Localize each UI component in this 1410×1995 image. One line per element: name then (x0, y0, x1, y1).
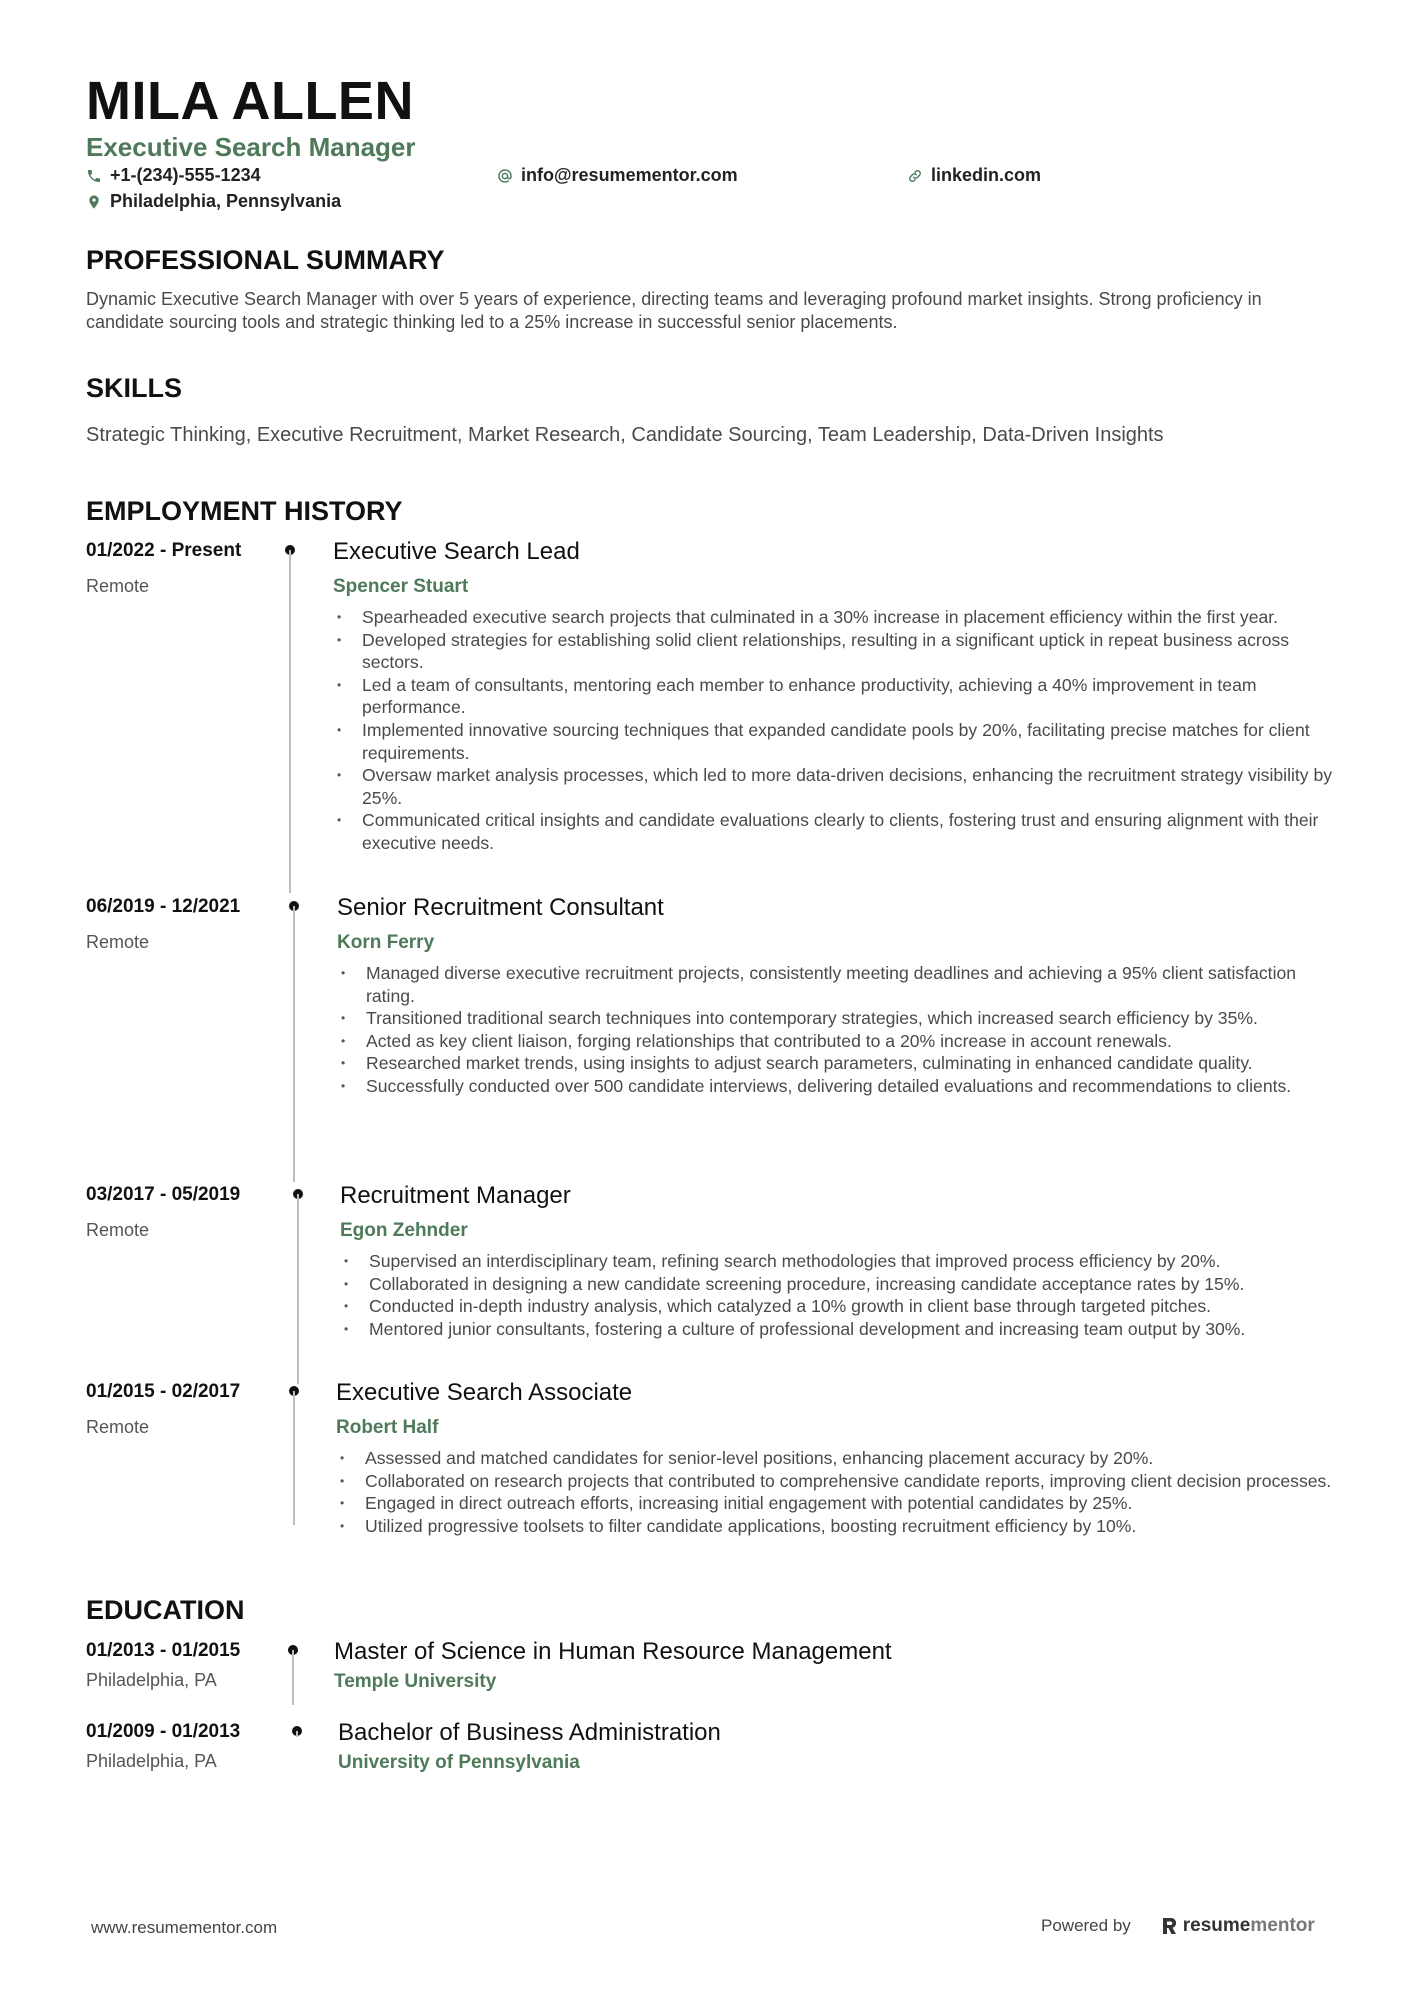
brand-part-two: mentor (1250, 1915, 1315, 1936)
job-bullet: • Transitioned traditional search techniques into contemporary strategies, which increased search efficiency by 35%. (337, 1007, 1337, 1030)
candidate-name: MILA ALLEN (86, 71, 414, 131)
contact-linkedin[interactable] (907, 165, 1041, 186)
job-bullet: • Spearheaded executive search projects that culminated in a 30% increase in placement efficiency within the first year. (333, 606, 1333, 629)
job-location: Remote (86, 576, 150, 596)
job-bullet: • Assessed and matched candidates for senior-level positions, enhancing placement accuracy by 20%. (336, 1447, 1336, 1470)
timeline-line (289, 550, 291, 893)
job-company: Spencer Stuart (333, 576, 469, 597)
contact-email[interactable] (497, 165, 738, 186)
job-role: Executive Search Lead (333, 538, 580, 565)
skills-heading: SKILLS (86, 373, 183, 403)
brand-part-one: resume (1182, 1915, 1251, 1936)
job-bullet: • Collaborated in designing a new candidate screening procedure, increasing candidate acceptance rates by 15%. (340, 1273, 1340, 1296)
timeline-line (296, 1731, 298, 1737)
education-heading: EDUCATION (86, 1595, 245, 1625)
job-bullets (337, 962, 1337, 1098)
job-bullet: • Acted as key client liaison, forging relationships that contributed to a 20% increase in account renewals. (337, 1030, 1337, 1053)
timeline-line (293, 1391, 295, 1525)
job-bullet: • Collaborated on research projects that contributed to comprehensive candidate reports, improving client decision processes. (336, 1470, 1336, 1493)
job-bullet: • Implemented innovative sourcing techniques that expanded candidate pools by 20%, facilitating precise matches for client requirements. (333, 719, 1333, 764)
link-icon (907, 168, 923, 184)
phone-text: +1-(234)-555-1234 (110, 165, 261, 185)
job-bullet: • Researched market trends, using insights to adjust search parameters, culminating in enhanced candidate quality. (337, 1052, 1337, 1075)
job-bullet: • Mentored junior consultants, fostering a culture of professional development and increasing team output by 30%. (340, 1318, 1340, 1341)
education-dates: 01/2013 - 01/2015 (86, 1640, 241, 1661)
timeline-line (297, 1194, 299, 1384)
job-company: Robert Half (336, 1417, 439, 1438)
education-school: University of Pennsylvania (338, 1752, 580, 1773)
contact-phone (86, 165, 261, 186)
job-bullet: • Communicated critical insights and candidate evaluations clearly to clients, fostering trust and ensuring alignment with their executive needs. (333, 809, 1333, 854)
timeline-line (292, 1650, 294, 1705)
job-bullet: • Oversaw market analysis processes, which led to more data-driven decisions, enhancing the recruitment strategy visibility by 25%. (333, 764, 1333, 809)
job-role: Executive Search Associate (336, 1379, 633, 1406)
job-dates: 01/2022 - Present (86, 540, 242, 561)
employment-heading: EMPLOYMENT HISTORY (86, 496, 403, 526)
education-dates: 01/2009 - 01/2013 (86, 1721, 241, 1742)
linkedin-text: linkedin.com (931, 165, 1042, 185)
job-company: Korn Ferry (337, 932, 435, 953)
candidate-title: Executive Search Manager (86, 132, 416, 162)
timeline-line (293, 906, 295, 1182)
summary-heading: PROFESSIONAL SUMMARY (86, 245, 445, 275)
brand-logo[interactable] (1161, 1915, 1315, 1937)
footer-website[interactable]: www.resumementor.com (91, 1918, 278, 1937)
education-location: Philadelphia, PA (86, 1670, 217, 1690)
job-bullets (340, 1250, 1340, 1340)
job-dates: 03/2017 - 05/2019 (86, 1184, 241, 1205)
email-text: info@resumementor.com (521, 165, 738, 185)
job-location: Remote (86, 1417, 150, 1437)
job-bullet: • Successfully conducted over 500 candidate interviews, delivering detailed evaluations and recommendations to clients. (337, 1075, 1337, 1098)
education-degree: Master of Science in Human Resource Management (334, 1638, 892, 1665)
contact-location (86, 191, 341, 212)
job-location: Remote (86, 932, 150, 952)
job-bullet: • Conducted in-depth industry analysis, which catalyzed a 10% growth in client base through targeted pitches. (340, 1295, 1340, 1318)
job-bullets (336, 1447, 1336, 1537)
job-bullet: • Led a team of consultants, mentoring each member to enhance productivity, achieving a 40% improvement in team performance. (333, 674, 1333, 719)
job-role: Senior Recruitment Consultant (337, 894, 664, 921)
powered-by-label: Powered by (1041, 1916, 1131, 1935)
footer-powered-by (1041, 1915, 1315, 1937)
job-location: Remote (86, 1220, 150, 1240)
job-role: Recruitment Manager (340, 1182, 571, 1209)
location-text: Philadelphia, Pennsylvania (110, 191, 342, 211)
summary-text: Dynamic Executive Search Manager with over 5 years of experience, directing teams and leveraging profound market insights. Strong proficiency in candidate sourcing tools and strategic thinking led to a 25% increase in successful senior placements. (86, 289, 1262, 332)
job-bullet: • Supervised an interdisciplinary team, refining search methodologies that improved process efficiency by 20%. (340, 1250, 1340, 1273)
location-pin-icon (86, 194, 102, 210)
job-bullets (333, 606, 1333, 855)
job-dates: 01/2015 - 02/2017 (86, 1381, 241, 1402)
job-company: Egon Zehnder (340, 1220, 468, 1241)
education-degree: Bachelor of Business Administration (338, 1719, 721, 1746)
education-school: Temple University (334, 1671, 497, 1692)
at-sign-icon (497, 168, 513, 184)
job-bullet: • Utilized progressive toolsets to filter candidate applications, boosting recruitment efficiency by 10%. (336, 1515, 1336, 1538)
education-location: Philadelphia, PA (86, 1751, 217, 1771)
job-dates: 06/2019 - 12/2021 (86, 896, 241, 917)
job-bullet: • Managed diverse executive recruitment projects, consistently meeting deadlines and achieving a 95% client satisfaction rating. (337, 962, 1337, 1007)
phone-icon (86, 168, 102, 184)
skills-list: Strategic Thinking, Executive Recruitment, Market Research, Candidate Sourcing, Team Leadership, Data-Driven Insights (86, 424, 1164, 446)
resumementor-logo-icon (1161, 1917, 1177, 1935)
job-bullet: • Engaged in direct outreach efforts, increasing initial engagement with potential candidates by 25%. (336, 1492, 1336, 1515)
job-bullet: • Developed strategies for establishing solid client relationships, resulting in a significant uptick in repeat business across sectors. (333, 629, 1333, 674)
